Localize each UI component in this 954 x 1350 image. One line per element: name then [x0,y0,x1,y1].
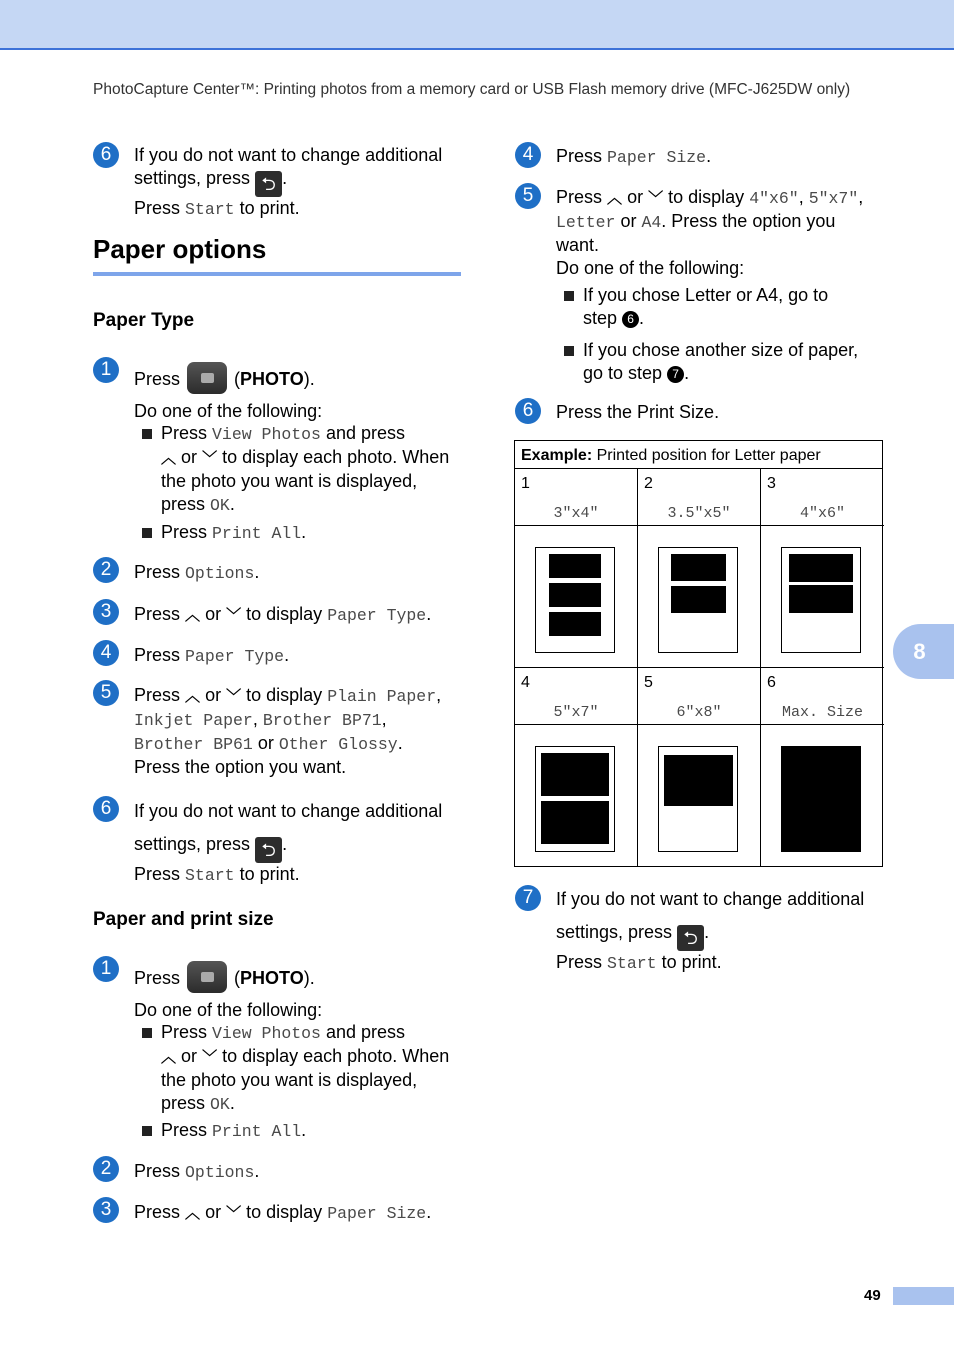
table-cell-4: 4 5"x7" [515,668,638,725]
down-arrow-icon: ﹀ [202,1049,218,1066]
section-rule [93,272,461,276]
ps-bullet-other: If you chose another size of paper, go to step 7 . [563,339,883,385]
down-arrow-icon: ﹀ [226,1205,242,1222]
paper-print-size-heading: Paper and print size [93,909,274,930]
top-banner [0,0,954,50]
back-icon: ⮌ [255,837,282,863]
down-arrow-icon: ﹀ [648,190,664,207]
paper-diagram-3 [761,526,884,668]
table-cell-5: 5 6"x8" [638,668,761,725]
down-arrow-icon: ﹀ [202,450,218,467]
page-number: 49 [864,1287,881,1304]
table-cell-2: 2 3.5"x5" [638,469,761,526]
chapter-tab: 8 [893,624,954,679]
paper-diagram-4 [515,725,638,867]
table-cell-3: 3 4"x6" [761,469,884,526]
paper-diagram-2 [638,526,761,668]
page-number-bar [893,1287,954,1305]
section-title: Paper options [93,234,267,264]
ps-bullet-letter: If you chose Letter or A4, go to step 6 . [563,284,883,330]
pt-bullet-printall: Press Print All. [141,521,461,545]
up-arrow-icon: ︿ [161,450,177,467]
back-icon: ⮌ [677,925,704,951]
down-arrow-icon: ﹀ [226,607,242,624]
step-number: 6 [93,142,119,168]
up-arrow-icon: ︿ [185,1205,201,1222]
paper-diagram-1 [515,526,638,668]
paper-diagram-6 [761,725,884,867]
paper-diagram-5 [638,725,761,867]
ps-bullet-printall: Press Print All. [141,1119,461,1143]
table-cell-1: 1 3"x4" [515,469,638,526]
down-arrow-icon: ﹀ [226,688,242,705]
print-position-table [514,440,883,867]
ps-bullet-view: Press View Photos and press ︿ or ﹀ to display each photo. When the photo you want is displayed, press OK. [141,1021,461,1116]
up-arrow-icon: ︿ [185,688,201,705]
camera-icon [187,362,227,394]
camera-icon [187,961,227,993]
running-header: PhotoCapture Center™: Printing photos from a memory card or USB Flash memory drive (MFC-J625DW only) [93,81,851,98]
table-cell-6: 6 Max. Size [761,668,884,725]
table-caption: Example: Printed position for Letter paper [515,441,883,469]
up-arrow-icon: ︿ [185,607,201,624]
back-icon: ⮌ [255,171,282,197]
up-arrow-icon: ︿ [607,190,623,207]
up-arrow-icon: ︿ [161,1049,177,1066]
pt-bullet-view: Press View Photos and press ︿ or ﹀ to display each photo. When the photo you want is displayed, press OK. [141,422,461,517]
paper-type-heading: Paper Type [93,310,195,331]
